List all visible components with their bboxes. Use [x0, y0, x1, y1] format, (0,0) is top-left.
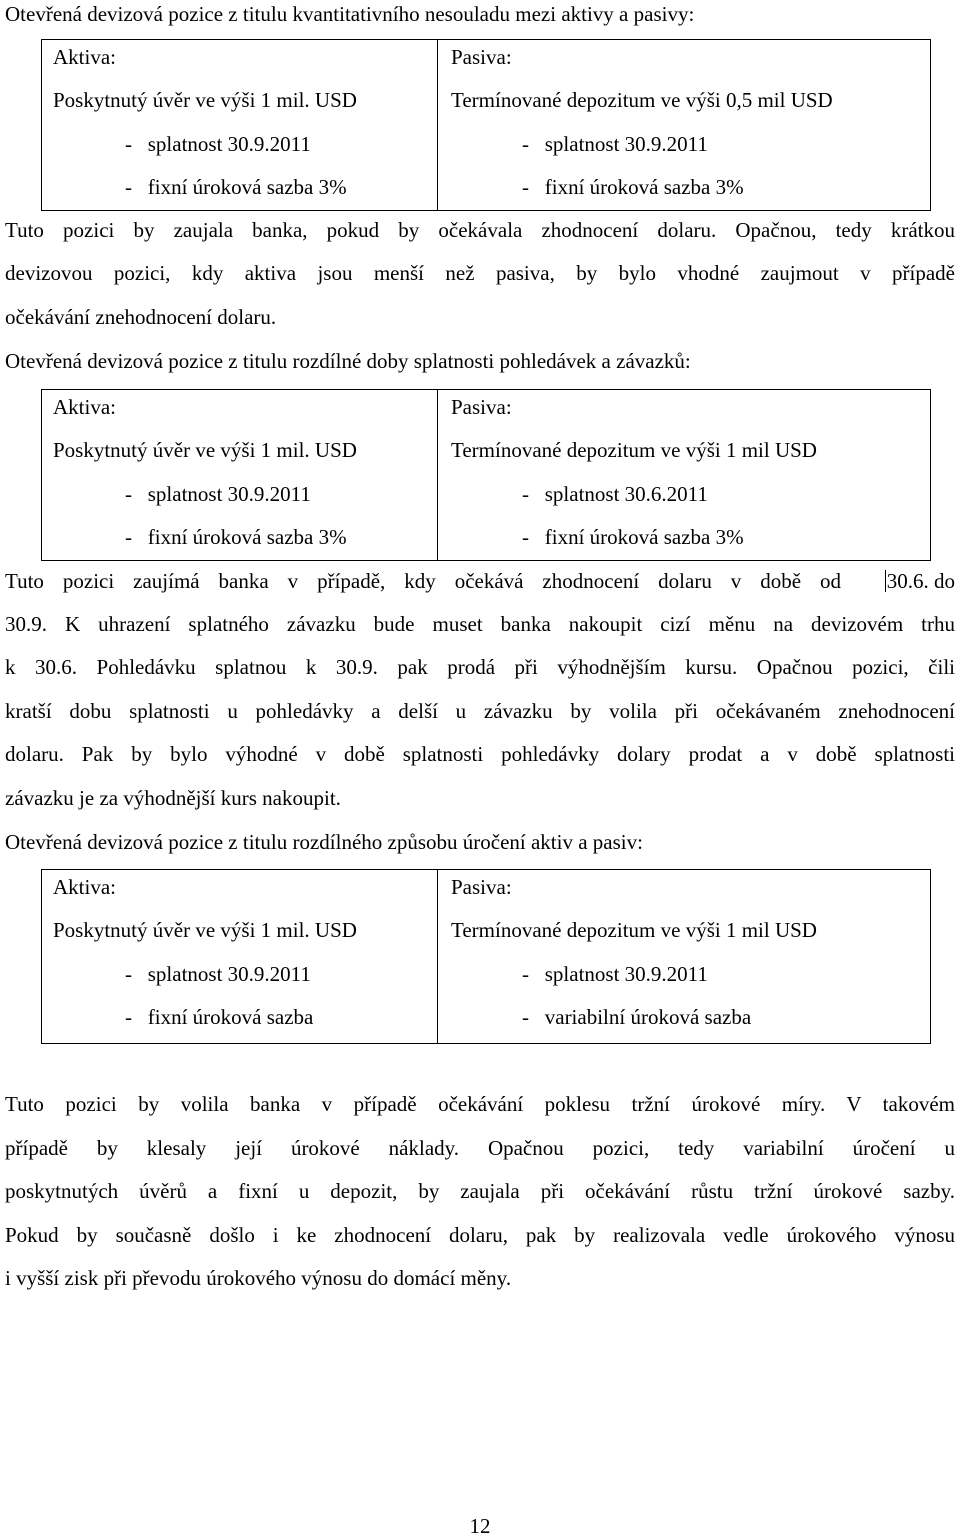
- table-divider: [437, 390, 438, 560]
- liabilities-rate: - fixní úroková sazba 3%: [522, 175, 744, 199]
- assets-label: Aktiva:: [53, 875, 116, 899]
- liabilities-label: Pasiva:: [451, 395, 512, 419]
- section2-position-table: [41, 389, 931, 561]
- assets-item: Poskytnutý úvěr ve výši 1 mil. USD: [53, 438, 357, 462]
- liabilities-rate: - variabilní úroková sazba: [522, 1005, 752, 1029]
- paragraph-fragment: 30.6. do: [886, 569, 955, 593]
- section2-heading: Otevřená devizová pozice z titulu rozdílné doby splatnosti pohledávek a závazků:: [5, 349, 691, 373]
- liabilities-item: Termínované depozitum ve výši 1 mil USD: [451, 438, 817, 462]
- assets-label: Aktiva:: [53, 45, 116, 69]
- assets-maturity: - splatnost 30.9.2011: [125, 482, 311, 506]
- section1-position-table: [41, 39, 931, 211]
- liabilities-maturity: - splatnost 30.9.2011: [522, 962, 708, 986]
- section3-position-table: [41, 869, 931, 1044]
- assets-maturity: - splatnost 30.9.2011: [125, 962, 311, 986]
- table-divider: [437, 870, 438, 1043]
- section3-heading: Otevřená devizová pozice z titulu rozdílného způsobu úročení aktiv a pasiv:: [5, 830, 643, 854]
- paragraph-line: dolaru. Pak by bylo výhodné v době splatnosti pohledávky dolary prodat a v době splatnosti: [5, 742, 955, 766]
- liabilities-maturity: - splatnost 30.9.2011: [522, 132, 708, 156]
- paragraph-fragment-wrap: [884, 569, 955, 593]
- paragraph-line: Pokud by současně došlo i ke zhodnocení dolaru, pak by realizovala vedle úrokového výnosu: [5, 1223, 955, 1247]
- paragraph-line: devizovou pozici, kdy aktiva jsou menší než pasiva, by bylo vhodné zaujmout v případě: [5, 261, 955, 285]
- assets-label: Aktiva:: [53, 395, 116, 419]
- paragraph-line: očekávání znehodnocení dolaru.: [5, 305, 277, 329]
- paragraph-line: závazku je za výhodnější kurs nakoupit.: [5, 786, 341, 810]
- assets-item: Poskytnutý úvěr ve výši 1 mil. USD: [53, 88, 357, 112]
- liabilities-item: Termínované depozitum ve výši 0,5 mil USD: [451, 88, 833, 112]
- liabilities-item: Termínované depozitum ve výši 1 mil USD: [451, 918, 817, 942]
- page-number: 12: [469, 1514, 491, 1538]
- assets-rate: - fixní úroková sazba 3%: [125, 525, 347, 549]
- assets-rate: - fixní úroková sazba 3%: [125, 175, 347, 199]
- section1-heading: Otevřená devizová pozice z titulu kvantitativního nesouladu mezi aktivy a pasivy:: [5, 2, 695, 26]
- assets-maturity: - splatnost 30.9.2011: [125, 132, 311, 156]
- liabilities-maturity: - splatnost 30.6.2011: [522, 482, 708, 506]
- paragraph-line: Tuto pozici by volila banka v případě očekávání poklesu tržní úrokové míry. V takovém: [5, 1092, 955, 1116]
- paragraph-line: kratší dobu splatnosti u pohledávky a delší u závazku by volila při očekávaném znehodnocení: [5, 699, 955, 723]
- paragraph-line: Tuto pozici by zaujala banka, pokud by očekávala zhodnocení dolaru. Opačnou, tedy krátkou: [5, 218, 955, 242]
- assets-rate: - fixní úroková sazba: [125, 1005, 314, 1029]
- liabilities-label: Pasiva:: [451, 45, 512, 69]
- paragraph-line: i vyšší zisk při převodu úrokového výnosu do domácí měny.: [5, 1266, 512, 1290]
- paragraph-line: [5, 569, 955, 593]
- paragraph-fragment: Tuto pozici zaujímá banka v případě, kdy očekává zhodnocení dolaru v době od: [5, 569, 841, 593]
- paragraph-line: poskytnutých úvěrů a fixní u depozit, by zaujala při očekávání růstu tržní úrokové sazby.: [5, 1179, 955, 1203]
- liabilities-label: Pasiva:: [451, 875, 512, 899]
- table-divider: [437, 40, 438, 210]
- liabilities-rate: - fixní úroková sazba 3%: [522, 525, 744, 549]
- paragraph-line: případě by klesaly její úrokové náklady. Opačnou pozici, tedy variabilní úročení u: [5, 1136, 955, 1160]
- margin-mark: [885, 570, 886, 592]
- paragraph-line: k 30.6. Pohledávku splatnou k 30.9. pak prodá při výhodnějším kursu. Opačnou pozici, čili: [5, 655, 955, 679]
- assets-item: Poskytnutý úvěr ve výši 1 mil. USD: [53, 918, 357, 942]
- paragraph-line: 30.9. K uhrazení splatného závazku bude muset banka nakoupit cizí měnu na devizovém trhu: [5, 612, 955, 636]
